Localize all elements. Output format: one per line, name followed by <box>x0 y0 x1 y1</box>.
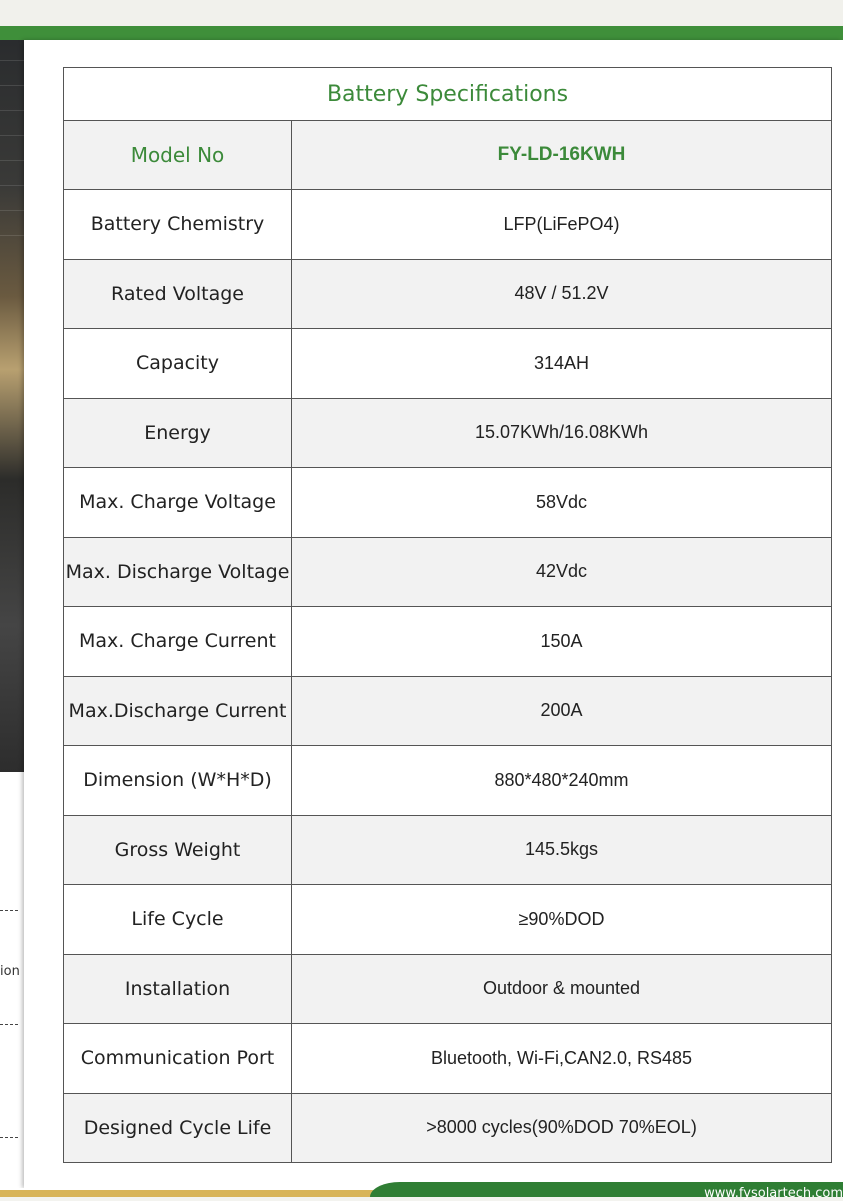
left-margin <box>0 772 24 1188</box>
spec-value: 15.07KWh/16.08KWh <box>292 398 832 468</box>
spec-label: Battery Chemistry <box>64 190 292 260</box>
table-row <box>64 468 832 538</box>
table-row <box>64 398 832 468</box>
spec-label: Max. Charge Current <box>64 607 292 677</box>
footer-url: www.fysolartech.com <box>704 1186 843 1201</box>
spec-value: 58Vdc <box>292 468 832 538</box>
top-green-bar <box>0 26 843 40</box>
side-divider <box>0 910 18 911</box>
table-row <box>64 954 832 1024</box>
table-row <box>64 537 832 607</box>
spec-label: Communication Port <box>64 1024 292 1094</box>
spec-value: LFP(LiFePO4) <box>292 190 832 260</box>
spec-label: Rated Voltage <box>64 259 292 329</box>
table-row <box>64 885 832 955</box>
spec-value: Outdoor & mounted <box>292 954 832 1024</box>
spec-label: Dimension (W*H*D) <box>64 746 292 816</box>
table-row <box>64 259 832 329</box>
side-text-fragment: ion <box>0 964 20 979</box>
spec-label: Max.Discharge Current <box>64 676 292 746</box>
table-row <box>64 746 832 816</box>
spec-label: Capacity <box>64 329 292 399</box>
table-row <box>64 190 832 260</box>
spec-label: Life Cycle <box>64 885 292 955</box>
spec-value: 48V / 51.2V <box>292 259 832 329</box>
table-row <box>64 815 832 885</box>
table-row-model <box>64 121 832 190</box>
spec-label: Installation <box>64 954 292 1024</box>
spec-label: Max. Charge Voltage <box>64 468 292 538</box>
battery-spec-table <box>63 67 832 1163</box>
table-row <box>64 1093 832 1163</box>
left-product-photo <box>0 40 24 772</box>
top-band <box>0 0 843 26</box>
side-divider <box>0 1024 18 1025</box>
spec-label: Energy <box>64 398 292 468</box>
spec-value: 150A <box>292 607 832 677</box>
spec-value: Bluetooth, Wi-Fi,CAN2.0, RS485 <box>292 1024 832 1094</box>
spec-label: Designed Cycle Life <box>64 1093 292 1163</box>
bottom-yellow-band <box>0 1190 430 1197</box>
model-value: FY-LD-16KWH <box>292 121 832 190</box>
spec-value: ≥90%DOD <box>292 885 832 955</box>
table-row <box>64 329 832 399</box>
spec-label: Gross Weight <box>64 815 292 885</box>
spec-value: 200A <box>292 676 832 746</box>
table-row <box>64 607 832 677</box>
spec-label: Max. Discharge Voltage <box>64 537 292 607</box>
spec-value: >8000 cycles(90%DOD 70%EOL) <box>292 1093 832 1163</box>
spec-value: 880*480*240mm <box>292 746 832 816</box>
table-row <box>64 1024 832 1094</box>
spec-value: 145.5kgs <box>292 815 832 885</box>
model-label: Model No <box>64 121 292 190</box>
spec-value: 42Vdc <box>292 537 832 607</box>
table-title: Battery Specifications <box>64 68 832 121</box>
table-row <box>64 676 832 746</box>
side-divider <box>0 1137 18 1138</box>
spec-value: 314AH <box>292 329 832 399</box>
